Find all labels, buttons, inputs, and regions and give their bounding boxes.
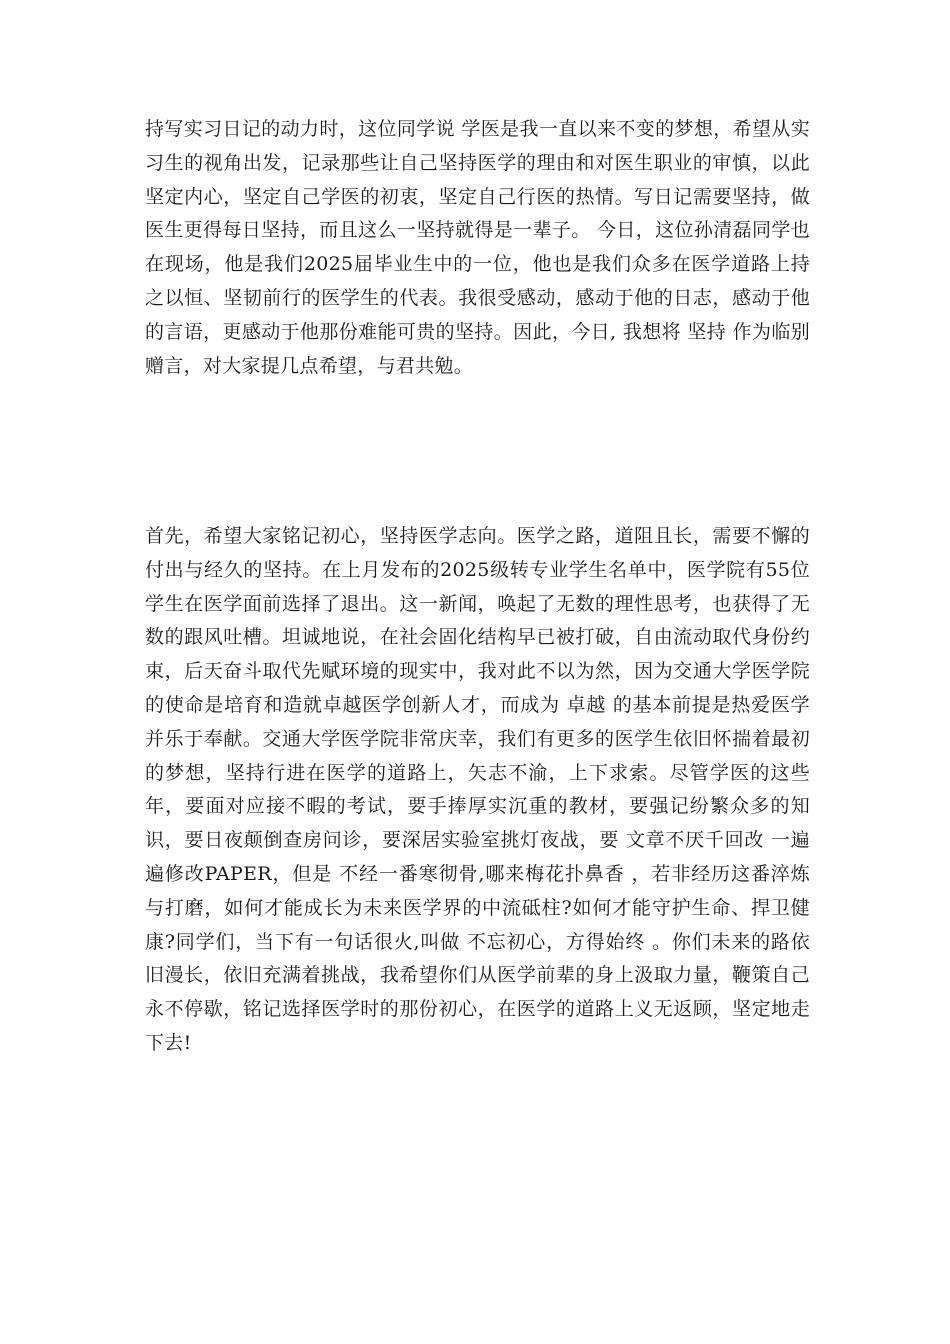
body-paragraph: 首先，希望大家铭记初心，坚持医学志向。医学之路，道阻且长，需要不懈的付出与经久的坚持。在上月发布的2025级转专业学生名单中，医学院有55位学生在医学面前选择了退出。这一新闻，唤起了无数的理性思考，也获得了无数的跟风吐槽。坦诚地说，在社会固化结构早已被打破，自由流动取代身份约束，后天奋斗取代先赋环境的现实中，我对此不以为然，因为交通大学医学院的使命是培育和造就卓越医学创新人才，而成为 卓越 的基本前提是热爱医学并乐于奉献。交通大学医学院非常庆幸，我们有更多的医学生依旧怀揣着最初的梦想，坚持行进在医学的道路上，矢志不渝，上下求索。尽管学医的这些年，要面对应接不暇的考试，要手捧厚实沉重的教材，要强记纷繁众多的知识，要日夜颠倒查房问诊，要深居实验室挑灯夜战，要 文章不厌千回改 一遍遍修改PAPER，但是 不经一番寒彻骨,哪来梅花扑鼻香 ，若非经历这番淬炼与打磨，如何才能成长为未来医学界的中流砥柱?如何才能守护生命、捍卫健康?同学们，当下有一句话很火,叫做 不忘初心，方得始终 。你们未来的路依旧漫长，依旧充满着挑战，我希望你们从医学前辈的身上汲取力量，鞭策自己永不停歇，铭记选择医学时的那份初心，在医学的道路上义无返顾，坚定地走下去! — [145, 525, 810, 1054]
body-paragraph: 持写实习日记的动力时，这位同学说 学医是我一直以来不变的梦想，希望从实习生的视角出发，记录那些让自己坚持医学的理由和对医生职业的审慎，以此坚定内心，坚定自己学医的初衷，坚定自己行医的热情。写日记需要坚持，做医生更得每日坚持，而且这么一坚持就得是一辈子。 今日，这位孙清磊同学也在现场，他是我们2025届毕业生中的一位，他也是我们众多在医学道路上持之以恒、坚韧前行的医学生的代表。我很受感动，感动于他的日志，感动于他的言语，更感动于他那份难能可贵的坚持。因此，今日, 我想将 坚持 作为临别赠言，对大家提几点希望，与君共勉。 — [145, 118, 810, 377]
